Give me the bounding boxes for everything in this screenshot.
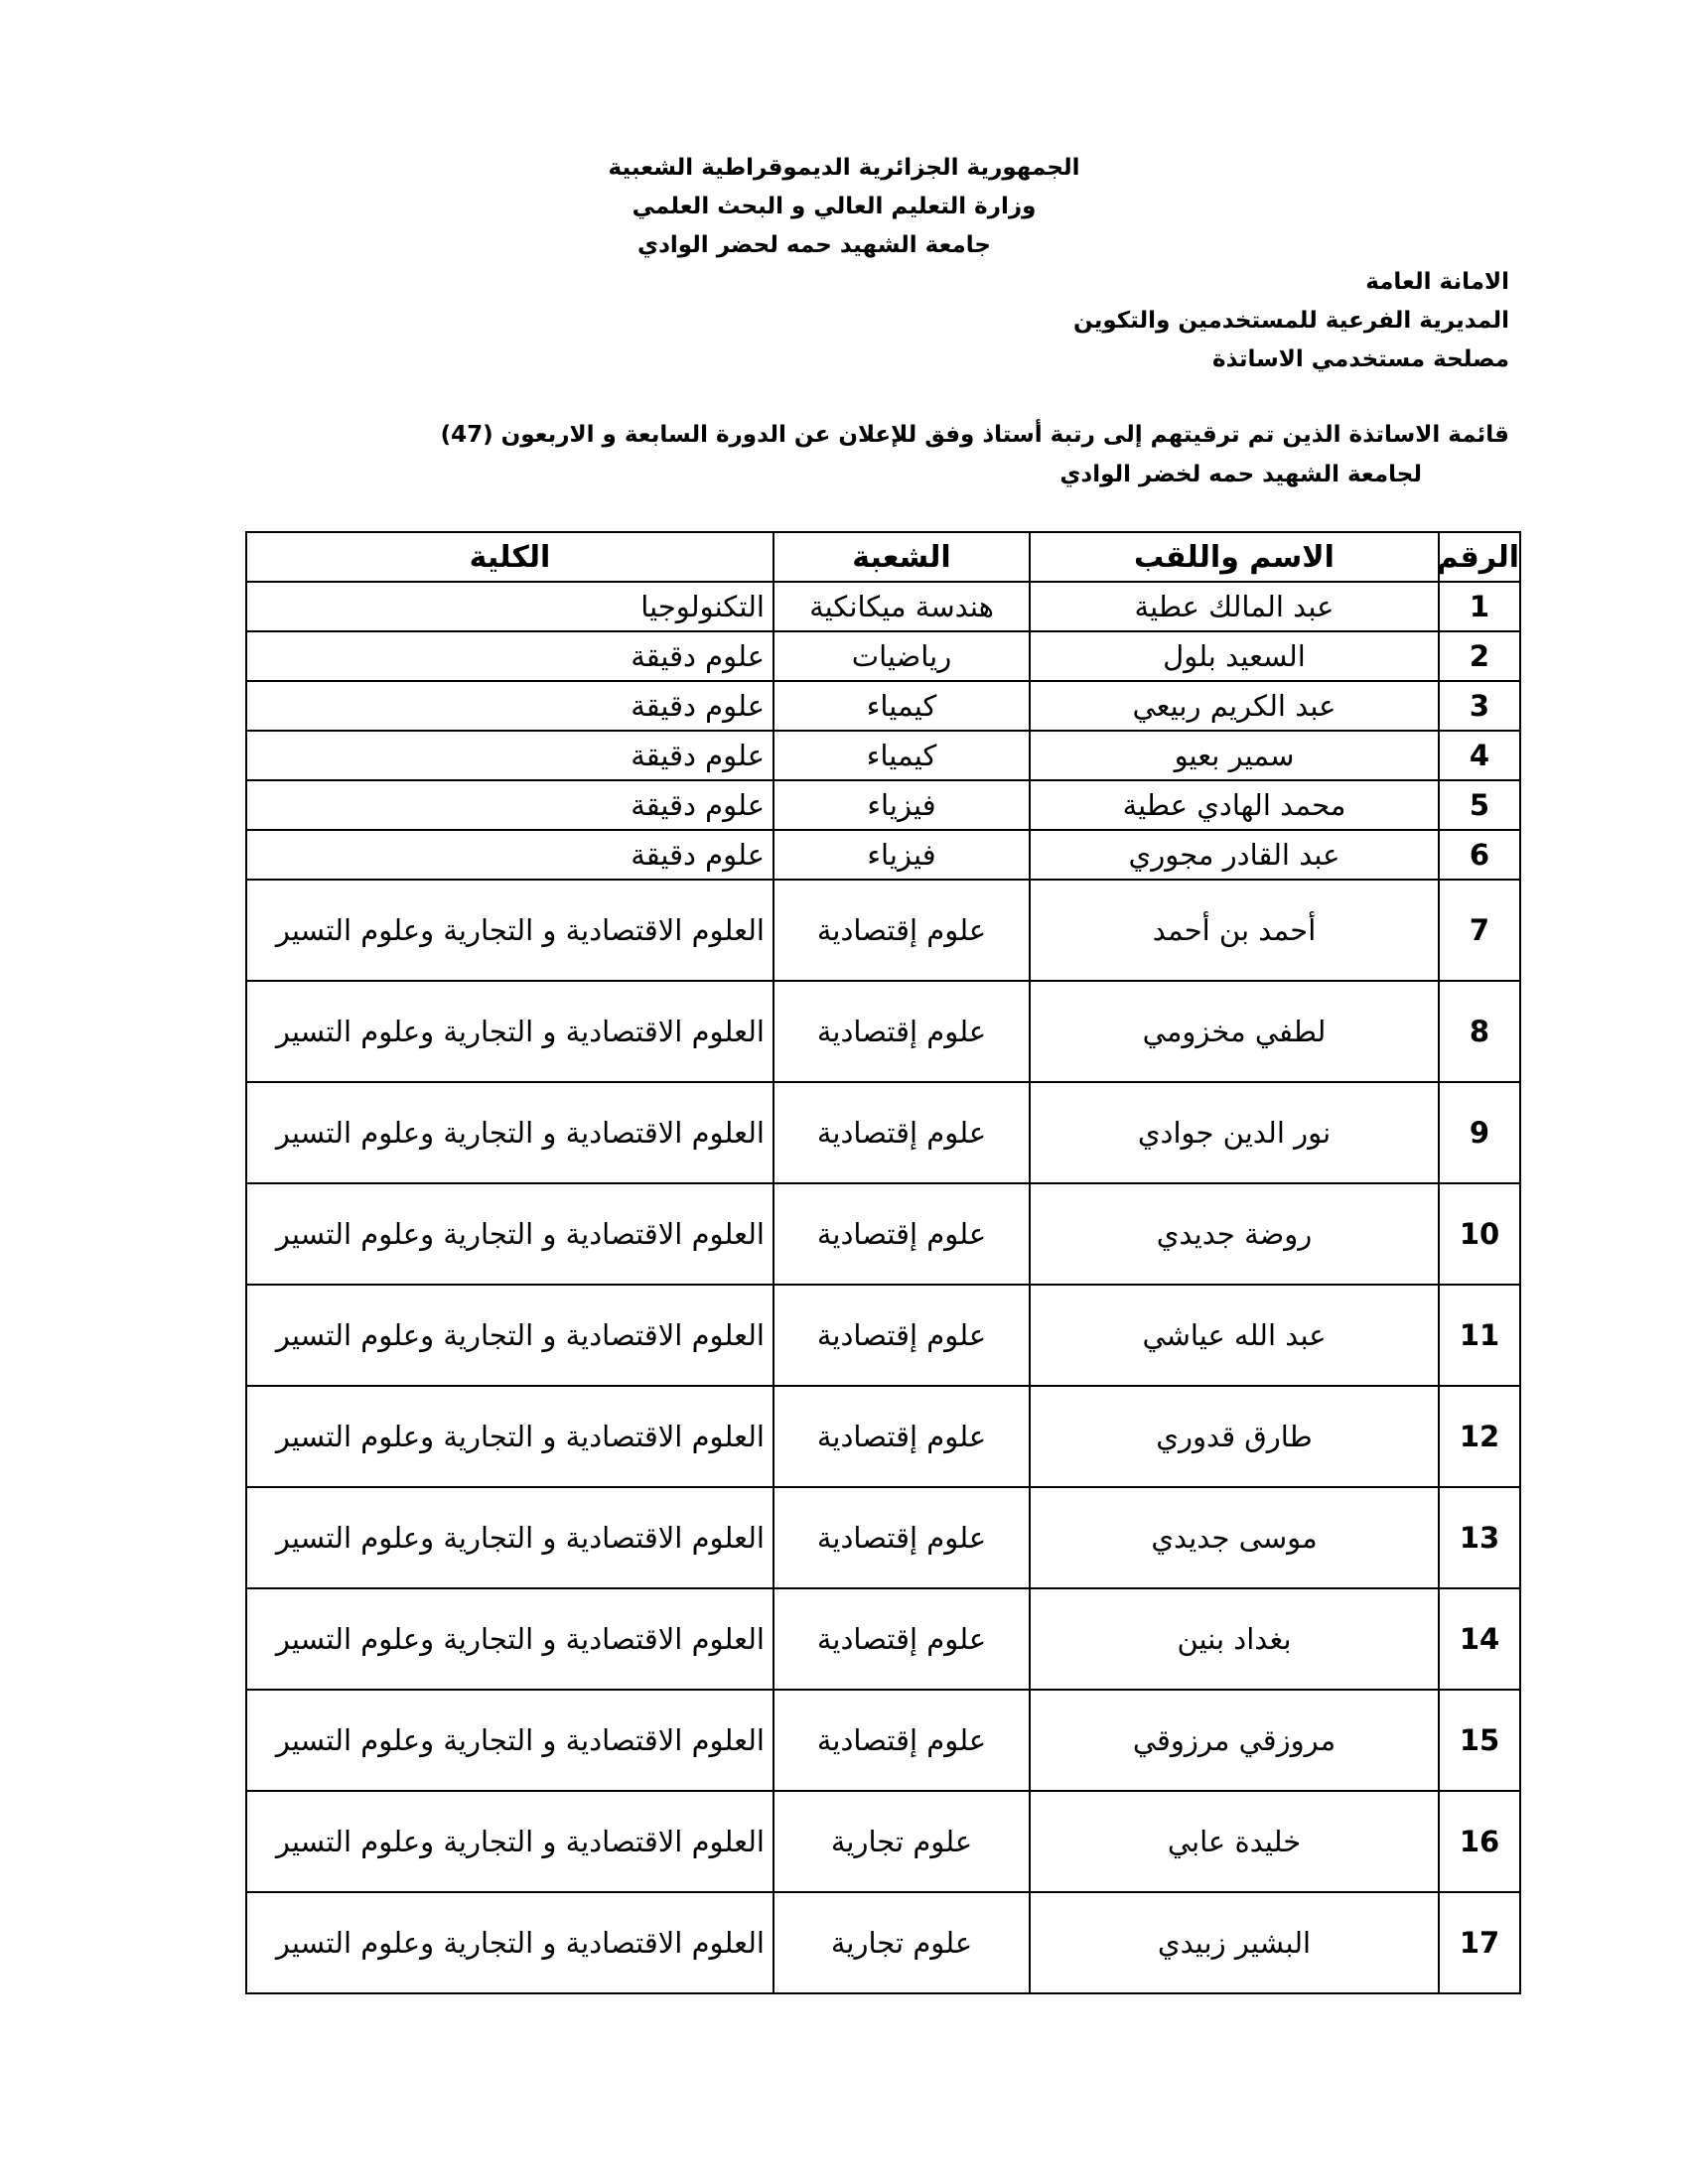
row-number: 10 <box>1439 1183 1520 1285</box>
row-faculty: العلوم الاقتصادية و التجارية وعلوم التسير <box>246 981 774 1082</box>
row-name: عبد الكريم ربيعي <box>1030 681 1439 731</box>
row-name: محمد الهادي عطية <box>1030 780 1439 830</box>
row-number: 3 <box>1439 681 1520 731</box>
header-name: الاسم واللقب <box>1030 532 1439 582</box>
row-department: علوم إقتصادية <box>774 1690 1030 1791</box>
row-name: مروزقي مرزوقي <box>1030 1690 1439 1791</box>
row-number: 13 <box>1439 1487 1520 1588</box>
general-secretariat: الامانة العامة <box>1365 269 1509 295</box>
sub-directorate: المديرية الفرعية للمستخدمين والتكوين <box>1073 308 1509 334</box>
row-name: عبد المالك عطية <box>1030 582 1439 631</box>
row-faculty: العلوم الاقتصادية و التجارية وعلوم التسير <box>246 1791 774 1892</box>
republic-name: الجمهورية الجزائرية الديموقراطية الشعبية <box>608 155 1080 181</box>
row-department: علوم إقتصادية <box>774 1487 1030 1588</box>
row-number: 9 <box>1439 1082 1520 1183</box>
document-header <box>0 149 1688 265</box>
table-row <box>246 1285 1520 1386</box>
university-name: جامعة الشهيد حمه لحضر الوادي <box>636 232 992 258</box>
row-name: لطفي مخزومي <box>1030 981 1439 1082</box>
promotion-table <box>245 531 1521 1994</box>
row-faculty: العلوم الاقتصادية و التجارية وعلوم التسير <box>246 880 774 981</box>
row-name: أحمد بن أحمد <box>1030 880 1439 981</box>
administration-block <box>1073 263 1509 379</box>
row-department: علوم إقتصادية <box>774 1285 1030 1386</box>
row-faculty: علوم دقيقة <box>246 780 774 830</box>
row-name: بغداد بنين <box>1030 1588 1439 1690</box>
row-department: كيمياء <box>774 681 1030 731</box>
row-department: كيمياء <box>774 731 1030 780</box>
row-name: سمير بعيو <box>1030 731 1439 780</box>
row-department: علوم تجارية <box>774 1791 1030 1892</box>
row-number: 11 <box>1439 1285 1520 1386</box>
table-row <box>246 830 1520 880</box>
table-row <box>246 631 1520 681</box>
row-name: طارق قدوري <box>1030 1386 1439 1487</box>
table-row <box>246 1892 1520 1993</box>
table-row <box>246 1183 1520 1285</box>
ministry-name: وزارة التعليم العالي و البحث العلمي <box>632 194 1037 219</box>
table-row <box>246 880 1520 981</box>
table-row <box>246 681 1520 731</box>
row-number: 14 <box>1439 1588 1520 1690</box>
staff-service: مصلحة مستخدمي الاساتذة <box>1212 346 1509 372</box>
table-row <box>246 731 1520 780</box>
row-name: البشير زبيدي <box>1030 1892 1439 1993</box>
row-faculty: علوم دقيقة <box>246 681 774 731</box>
row-department: فيزياء <box>774 830 1030 880</box>
row-name: روضة جديدي <box>1030 1183 1439 1285</box>
row-number: 8 <box>1439 981 1520 1082</box>
row-number: 1 <box>1439 582 1520 631</box>
row-department: هندسة ميكانكية <box>774 582 1030 631</box>
table-row <box>246 1690 1520 1791</box>
table-row <box>246 582 1520 631</box>
row-number: 2 <box>1439 631 1520 681</box>
table-header-row <box>246 532 1520 582</box>
title-line-1: قائمة الاساتذة الذين تم ترقيتهم إلى رتبة أستاذ وفق للإعلان عن الدورة السابعة و الاربعون (47) <box>440 422 1509 448</box>
row-department: رياضيات <box>774 631 1030 681</box>
row-number: 12 <box>1439 1386 1520 1487</box>
row-name: موسى جديدي <box>1030 1487 1439 1588</box>
row-number: 7 <box>1439 880 1520 981</box>
row-faculty: التكنولوجيا <box>246 582 774 631</box>
row-department: علوم إقتصادية <box>774 1588 1030 1690</box>
document-title <box>441 415 1509 494</box>
row-department: علوم إقتصادية <box>774 981 1030 1082</box>
row-name: السعيد بلول <box>1030 631 1439 681</box>
row-number: 6 <box>1439 830 1520 880</box>
row-faculty: العلوم الاقتصادية و التجارية وعلوم التسير <box>246 1285 774 1386</box>
row-department: علوم تجارية <box>774 1892 1030 1993</box>
row-number: 16 <box>1439 1791 1520 1892</box>
table-row <box>246 1588 1520 1690</box>
table-row <box>246 1082 1520 1183</box>
row-department: علوم إقتصادية <box>774 880 1030 981</box>
header-faculty: الكلية <box>246 532 774 582</box>
row-department: علوم إقتصادية <box>774 1183 1030 1285</box>
row-department: فيزياء <box>774 780 1030 830</box>
row-number: 5 <box>1439 780 1520 830</box>
table-row <box>246 981 1520 1082</box>
table-row <box>246 1386 1520 1487</box>
row-number: 17 <box>1439 1892 1520 1993</box>
row-name: عبد القادر مجوري <box>1030 830 1439 880</box>
header-number: الرقم <box>1439 532 1520 582</box>
header-department: الشعبة <box>774 532 1030 582</box>
row-faculty: العلوم الاقتصادية و التجارية وعلوم التسير <box>246 1487 774 1588</box>
row-name: خليدة عابي <box>1030 1791 1439 1892</box>
table-row <box>246 1487 1520 1588</box>
row-faculty: العلوم الاقتصادية و التجارية وعلوم التسير <box>246 1082 774 1183</box>
table-row <box>246 1791 1520 1892</box>
row-faculty: العلوم الاقتصادية و التجارية وعلوم التسير <box>246 1892 774 1993</box>
row-faculty: علوم دقيقة <box>246 731 774 780</box>
row-number: 15 <box>1439 1690 1520 1791</box>
row-faculty: العلوم الاقتصادية و التجارية وعلوم التسير <box>246 1386 774 1487</box>
row-department: علوم إقتصادية <box>774 1386 1030 1487</box>
row-faculty: العلوم الاقتصادية و التجارية وعلوم التسير <box>246 1690 774 1791</box>
table-row <box>246 780 1520 830</box>
row-name: عبد الله عياشي <box>1030 1285 1439 1386</box>
row-number: 4 <box>1439 731 1520 780</box>
row-department: علوم إقتصادية <box>774 1082 1030 1183</box>
row-faculty: علوم دقيقة <box>246 631 774 681</box>
row-faculty: العلوم الاقتصادية و التجارية وعلوم التسير <box>246 1588 774 1690</box>
row-faculty: العلوم الاقتصادية و التجارية وعلوم التسير <box>246 1183 774 1285</box>
title-line-2: لجامعة الشهيد حمه لخضر الوادي <box>1059 462 1422 487</box>
row-name: نور الدين جوادي <box>1030 1082 1439 1183</box>
row-faculty: علوم دقيقة <box>246 830 774 880</box>
